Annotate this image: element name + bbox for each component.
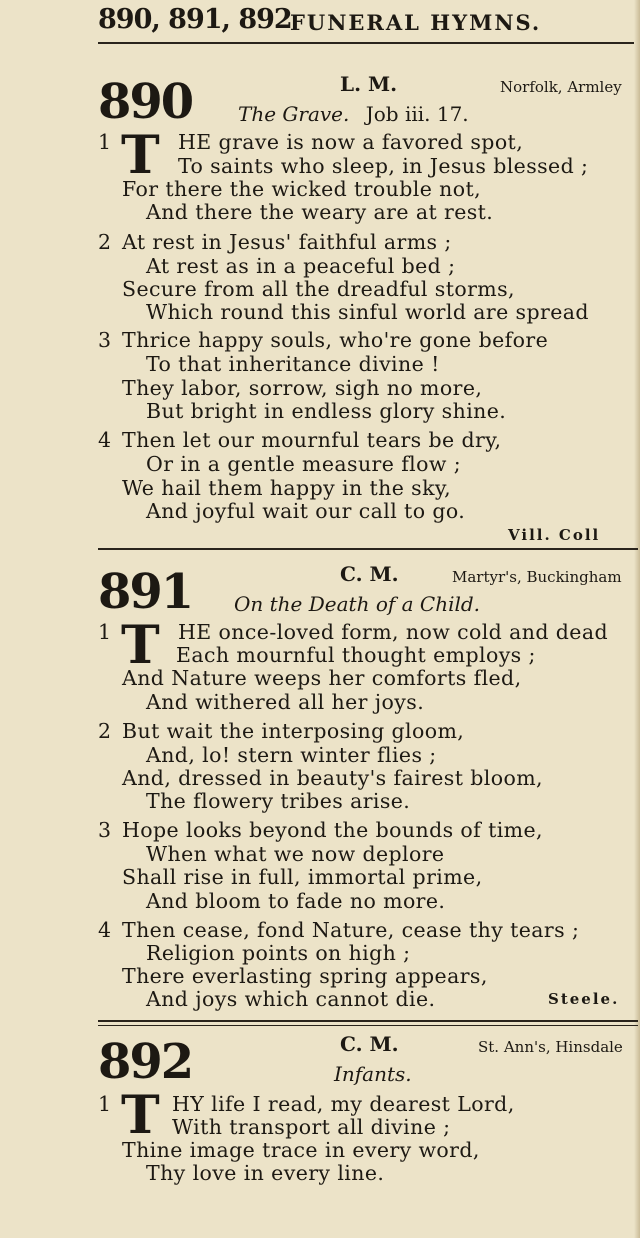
hymn-subtitle-reference: Job iii. 17. [365, 102, 469, 126]
hymn-subtitle-title: Infants. [334, 1062, 412, 1086]
hymn-tune: St. Ann's, Hinsdale [478, 1038, 623, 1056]
verse-line: Thy love in every line. [146, 1161, 385, 1185]
verse-line: Thrice happy souls, who're gone before [122, 328, 549, 352]
verse-number: 2 [98, 719, 112, 743]
hymn-divider [98, 1020, 638, 1022]
hymn-subtitle [234, 592, 480, 616]
verse-number: 3 [98, 328, 112, 352]
verse-line: HE once-loved form, now cold and dead [178, 620, 608, 644]
verse-number: 3 [98, 818, 112, 842]
verse-line: We hail them happy in the sky, [122, 476, 452, 500]
verse-line: At rest in Jesus' faithful arms ; [122, 230, 452, 254]
verse-line: Each mournful thought employs ; [176, 643, 536, 667]
verse-line: Hope looks beyond the bounds of time, [122, 818, 543, 842]
hymn-meter: C. M. [340, 1032, 399, 1056]
hymn-tune: Martyr's, Buckingham [452, 568, 622, 586]
verse-line: HE grave is now a favored spot, [178, 130, 524, 154]
hymn-meter: L. M. [340, 72, 398, 96]
verse-line: For there the wicked trouble not, [122, 177, 482, 201]
verse-line: Secure from all the dreadful storms, [122, 277, 515, 301]
hymn-number: 891 [98, 564, 193, 620]
hymn-author: Vill. Coll [508, 526, 601, 544]
verse-line: Then cease, fond Nature, cease thy tears ; [122, 918, 580, 942]
verse-line: And, lo! stern winter flies ; [146, 743, 437, 767]
hymn-meter: C. M. [340, 562, 399, 586]
hymn-tune: Norfolk, Armley [500, 78, 622, 96]
verse-line: To that inheritance divine ! [146, 352, 440, 376]
hymn-subtitle [334, 1062, 412, 1086]
hymn-subtitle-title: The Grave. [238, 102, 350, 126]
verse-number: 1 [98, 1092, 112, 1116]
hymn-number: 892 [98, 1034, 193, 1090]
verse-line: And there the weary are at rest. [146, 200, 494, 224]
verse-line: To saints who sleep, in Jesus blessed ; [178, 154, 589, 178]
verse-number: 1 [98, 130, 112, 154]
verse-number: 4 [98, 918, 112, 942]
verse-line: And, dressed in beauty's fairest bloom, [122, 766, 543, 790]
verse-line: Then let our mournful tears be dry, [122, 428, 502, 452]
hymn-divider-thin [98, 1025, 638, 1026]
page-spine-shadow [634, 0, 640, 1238]
hymn-divider [98, 548, 638, 550]
verse-line: But bright in endless glory shine. [146, 399, 507, 423]
verse-line: With transport all divine ; [172, 1115, 451, 1139]
drop-cap: T [121, 615, 160, 676]
drop-cap: T [121, 125, 160, 186]
verse-line: And Nature weeps her comforts fled, [122, 666, 522, 690]
hymn-subtitle-title: On the Death of a Child. [234, 592, 481, 616]
verse-line: There everlasting spring appears, [122, 964, 488, 988]
verse-line: The flowery tribes arise. [146, 789, 411, 813]
verse-line: And withered all her joys. [146, 690, 425, 714]
verse-number: 1 [98, 620, 112, 644]
verse-line: Shall rise in full, immortal prime, [122, 865, 483, 889]
verse-line: And joyful wait our call to go. [146, 499, 466, 523]
verse-line: And joys which cannot die. [146, 987, 436, 1011]
verse-line: HY life I read, my dearest Lord, [172, 1092, 515, 1116]
verse-number: 4 [98, 428, 112, 452]
running-head [98, 4, 638, 40]
hymn-number: 890 [98, 74, 193, 130]
verse-line: Or in a gentle measure flow ; [146, 452, 462, 476]
verse-line: Which round this sinful world are spread [146, 300, 589, 324]
verse-line: But wait the interposing gloom, [122, 719, 465, 743]
running-head-title: FUNERAL HYMNS. [290, 10, 542, 35]
verse-line: At rest as in a peaceful bed ; [146, 254, 456, 278]
running-head-hymn-numbers: 890, 891, 892 [98, 4, 292, 35]
verse-line: They labor, sorrow, sigh no more, [122, 376, 483, 400]
verse-line: Religion points on high ; [146, 941, 411, 965]
verse-line: Thine image trace in every word, [122, 1138, 480, 1162]
hymn-subtitle [238, 102, 469, 126]
verse-line: When what we now deplore [146, 842, 445, 866]
verse-line: And bloom to fade no more. [146, 889, 446, 913]
header-rule [98, 42, 634, 44]
drop-cap: T [121, 1085, 160, 1146]
hymn-author: Steele. [548, 990, 620, 1008]
verse-number: 2 [98, 230, 112, 254]
